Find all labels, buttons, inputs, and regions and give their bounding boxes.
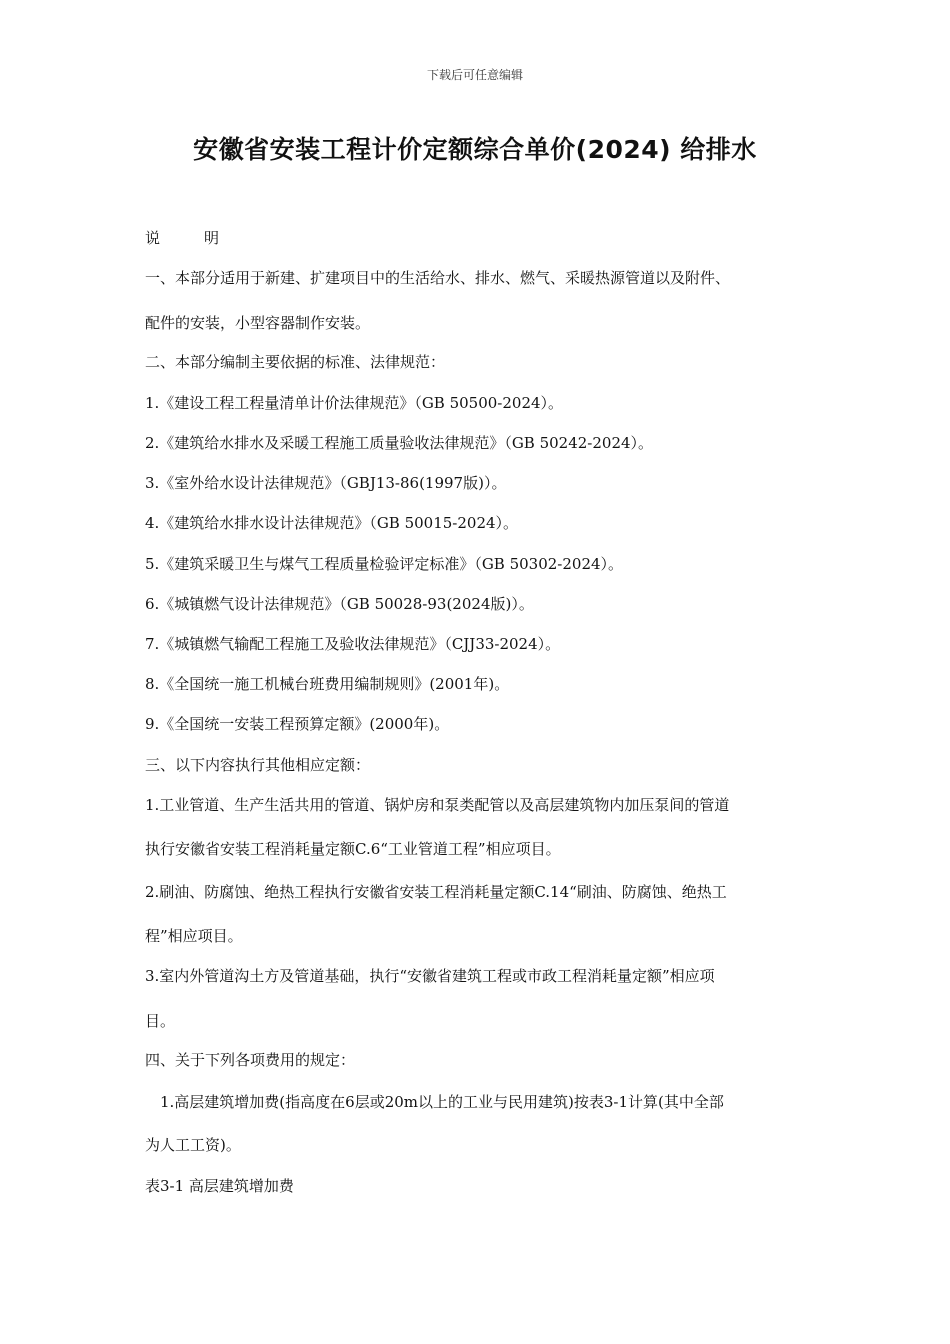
paragraph-line: 一、本部分适用于新建、扩建项目中的生活给水、排水、燃气、采暖热源管道以及附件、 xyxy=(145,269,731,287)
paragraph-line: 5.《建筑采暖卫生与煤气工程质量检验评定标准》（GB 50302-2024）。 xyxy=(145,555,624,573)
section-heading xyxy=(145,228,810,248)
paragraph-line: 6.《城镇燃气设计法律规范》（GB 50028-93(2024版)）。 xyxy=(145,595,534,613)
paragraph-line: 4.《建筑给水排水设计法律规范》（GB 50015-2024）。 xyxy=(145,514,519,532)
paragraph-line: 2.刷油、防腐蚀、绝热工程执行安徽省安装工程消耗量定额C.14“刷油、防腐蚀、绝热工 xyxy=(145,883,727,901)
paragraph-line: 3.室内外管道沟土方及管道基础，执行“安徽省建筑工程或市政工程消耗量定额”相应项 xyxy=(145,967,715,985)
document-title: 安徽省安装工程计价定额综合单价(2024) 给排水 xyxy=(193,135,757,164)
paragraph-line: 1.工业管道、生产生活共用的管道、锅炉房和泵类配管以及高层建筑物内加压泵间的管道 xyxy=(145,796,730,814)
header-note: 下载后可任意编辑 xyxy=(426,68,523,82)
paragraph-line: 2.《建筑给水排水及采暖工程施工质量验收法律规范》（GB 50242-2024）。 xyxy=(145,434,654,452)
paragraph-line: 四、关于下列各项费用的规定： xyxy=(145,1051,356,1069)
paragraph-line: 1.高层建筑增加费(指高度在6层或20m以上的工业与民用建筑)按表3-1计算(其中全部 xyxy=(145,1093,724,1111)
paragraph-line: 程”相应项目。 xyxy=(145,927,243,945)
paragraph-line: 9.《全国统一安装工程预算定额》(2000年)。 xyxy=(145,715,450,733)
paragraph-line: 配件的安装，小型容器制作安装。 xyxy=(145,314,371,332)
paragraph-line: 执行安徽省安装工程消耗量定额C.6“工业管道工程”相应项目。 xyxy=(145,840,561,858)
section-heading-right: 明 xyxy=(204,229,220,247)
section-heading-left: 说 xyxy=(145,229,161,247)
paragraph-line: 为人工工资)。 xyxy=(145,1136,241,1154)
paragraph-line: 二、本部分编制主要依据的标准、法律规范： xyxy=(145,353,446,371)
paragraph-line: 三、以下内容执行其他相应定额： xyxy=(145,756,371,774)
paragraph-line: 1.《建设工程工程量清单计价法律规范》（GB 50500-2024）。 xyxy=(145,394,564,412)
table-caption: 表3-1 高层建筑增加费 xyxy=(145,1177,294,1195)
paragraph-line: 目。 xyxy=(145,1012,176,1030)
paragraph-line: 8.《全国统一施工机械台班费用编制规则》(2001年)。 xyxy=(145,675,510,693)
paragraph-line: 7.《城镇燃气输配工程施工及验收法律规范》（CJJ33-2024）。 xyxy=(145,635,561,653)
paragraph-line: 3.《室外给水设计法律规范》（GBJ13-86(1997版)）。 xyxy=(145,474,507,492)
